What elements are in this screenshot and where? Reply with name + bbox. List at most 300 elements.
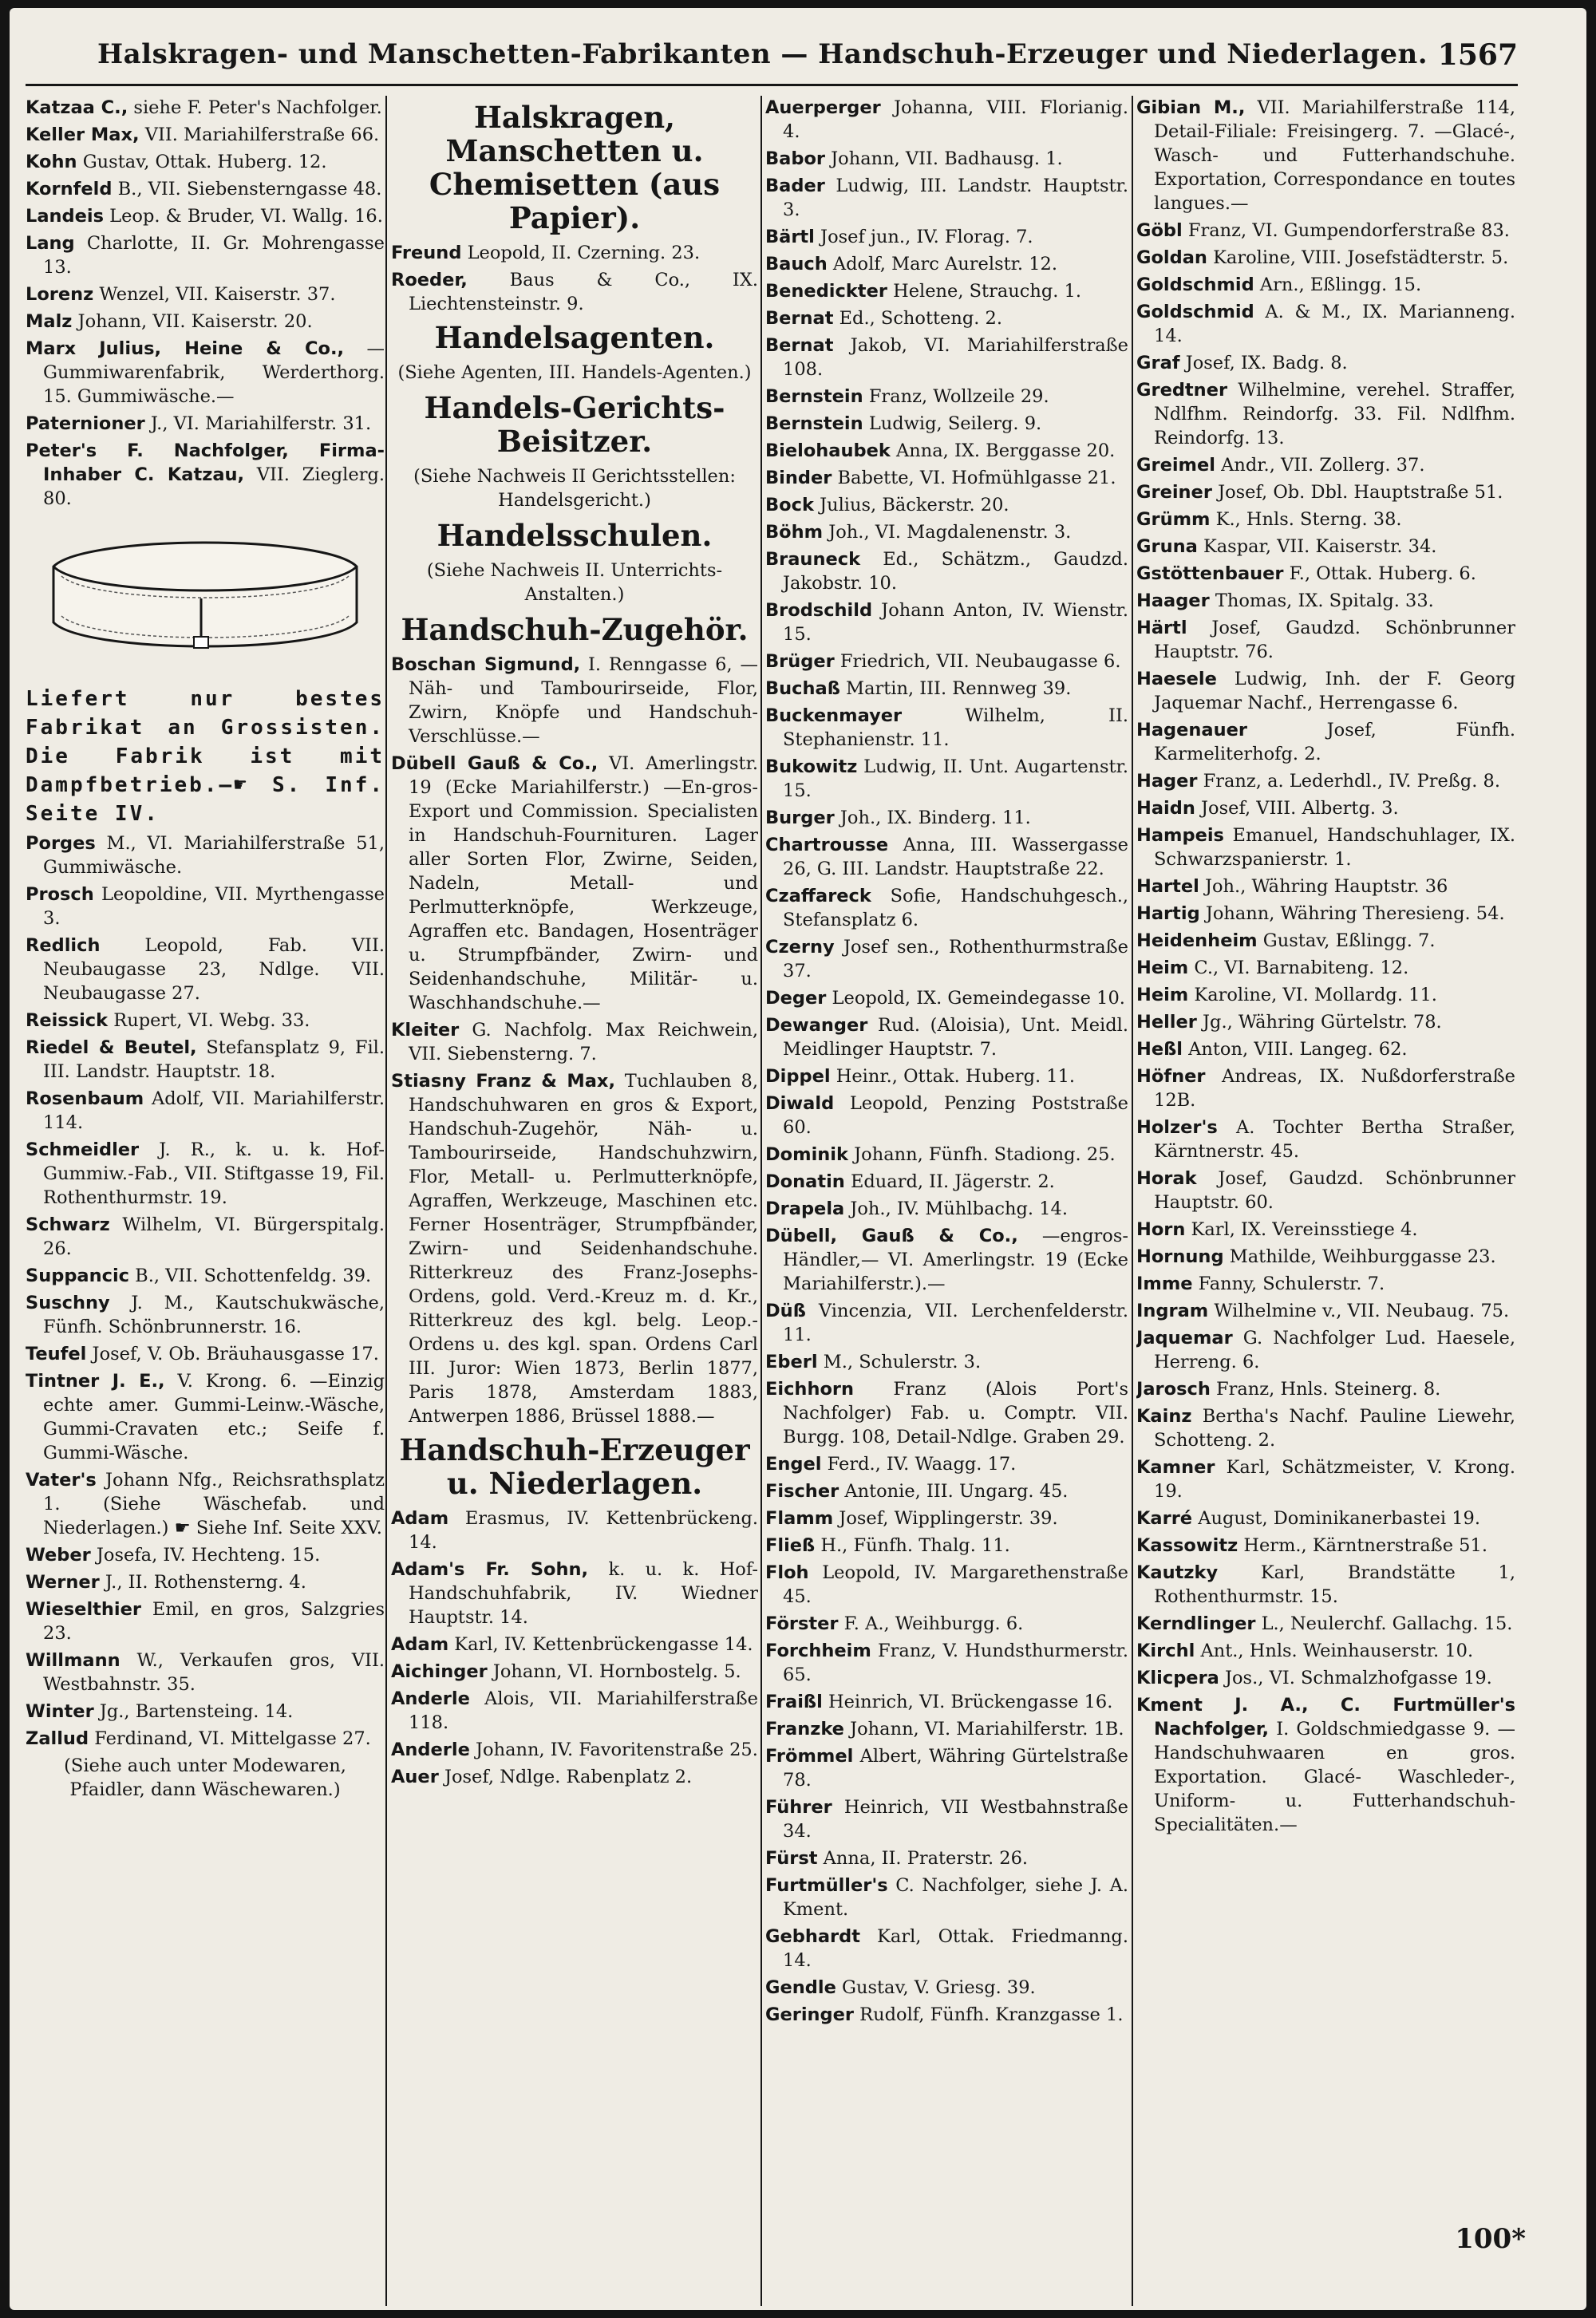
entry-details: VII. Zieglerg. 80. [43,464,385,509]
entry-name: Adam [391,1634,449,1655]
section-heading: Handschuh-Zugehör. [401,612,749,647]
directory-entry [26,412,385,436]
directory-entry [1136,507,1515,531]
entry-details: Josef, Wipplingerstr. 39. [833,1508,1058,1529]
directory-entry [765,677,1128,701]
entry-name: Haidn [1136,798,1195,819]
entry-details: Joh., IV. Mühlbachg. 14. [844,1198,1069,1219]
entry-name: Czaffareck [765,886,871,906]
directory-entry [765,1795,1128,1843]
entry-details: Rud. (Aloisia), Unt. Meidl. Meidlinger Hauptstr. 7. [783,1015,1128,1060]
entry-details: Joh., IX. Binderg. 11. [834,808,1031,828]
entry-name: Bauch [765,254,828,274]
entry-details: VI. Amerlingstr. 19 (Ecke Mariahilferstr.) —En-gros-Export und Commission. Specialisten in Handschuh-Fournituren. Lager aller Sorten Flor, Zwirne, Seiden, Nadeln, Metall- und Perlmutterknöpfe, Werkzeuge, Agraffen etc. Bandagen, Hosenträger u. Strumpfbänder, Zwirn- und Seidenhandschuhe, Militär- u. Waschhandschuhe.— [409,753,758,1013]
header-rule [26,84,1518,86]
entry-details: Karl, IV. Kettenbrückengasse 14. [448,1634,753,1655]
directory-entry [765,1534,1128,1558]
cross-reference-note: (Siehe auch unter Modewaren, Pfaidler, dann Wäschewaren.) [64,1755,346,1800]
directory-entry [765,1224,1128,1296]
column-2 [391,96,758,2218]
column-1 [26,96,385,2218]
entry-name: Dewanger [765,1015,868,1036]
entry-name: Gibian M., [1136,97,1246,118]
directory-entry [765,466,1128,490]
entry-details: Josef, V. Ob. Bräuhausgasse 17. [86,1344,379,1364]
directory-entry [26,1727,385,1751]
entry-name: Kautzky [1136,1562,1219,1583]
directory-entry [765,412,1128,436]
entry-details: Antonie, III. Ungarg. 45. [839,1481,1069,1502]
entry-details: Friedrich, VII. Neubaugasse 6. [834,651,1121,672]
entry-name: Marx Julius, Heine & Co., [26,338,345,359]
entry-name: Fürst [765,1848,818,1869]
directory-entry [391,1633,758,1657]
entry-details: F., Ottak. Huberg. 6. [1283,563,1476,584]
entry-name: Stiasny Franz & Max, [391,1071,615,1092]
entry-name: Benedickter [765,281,887,302]
directory-entry [1136,902,1515,926]
directory-entry [1136,875,1515,898]
entry-details: Emanuel, Handschuhlager, IX. Schwarzspanierstr. 1. [1154,825,1515,870]
directory-entry [765,547,1128,595]
directory-entry [765,174,1128,222]
directory-entry [26,204,385,228]
entry-details: VII. Mariahilferstraße 66. [139,124,380,145]
entry-name: Haesele [1136,669,1217,689]
directory-entry [765,1092,1128,1139]
directory-entry [391,653,758,748]
entry-name: Malz [26,311,73,332]
entry-name: Franzke [765,1719,844,1739]
entry-details: Johann, VI. Hornbostelg. 5. [487,1661,741,1682]
entry-name: Kerndlinger [1136,1613,1256,1634]
directory-entry [1136,1377,1515,1401]
entry-details: Mathilde, Weihburggasse 23. [1223,1246,1496,1267]
entry-name: Förster [765,1613,839,1634]
directory-entry [1136,1116,1515,1163]
section-heading: Handschuh-Erzeuger u. Niederlagen. [399,1432,750,1501]
section-heading: Handelsschulen. [437,518,713,553]
directory-entry [1136,1064,1515,1112]
entry-details: Ludwig, II. Unt. Augartenstr. 15. [783,756,1128,801]
directory-entry [765,1350,1128,1374]
entry-details: Gustav, V. Griesg. 39. [836,1977,1036,1998]
entry-details: Leopoldine, VII. Myrthengasse 3. [43,884,385,929]
entry-details: Rudolf, Fünfh. Kranzgasse 1. [854,2004,1124,2025]
entry-name: Bernstein [765,386,863,407]
entry-details: K., Hnls. Sterng. 38. [1210,509,1402,530]
directory-entry [765,252,1128,276]
entry-name: Gstöttenbauer [1136,563,1284,584]
entry-name: Hartig [1136,903,1200,924]
entry-name: Wieselthier [26,1599,141,1620]
column-divider [760,96,762,2306]
entry-name: Frömmel [765,1746,854,1767]
directory-entry [1136,246,1515,270]
entry-details: Albert, Währing Gürtelstraße 78. [783,1746,1128,1791]
section-heading: Handelsagenten. [434,320,715,355]
directory-entry [765,1717,1128,1741]
entry-details: Emil, en gros, Salzgries 23. [43,1599,385,1644]
entry-name: Bader [765,176,825,196]
entry-name: Geringer [765,2004,855,2025]
entry-details: F. A., Weihburgg. 6. [838,1613,1024,1634]
entry-name: Schwarz [26,1214,110,1235]
directory-entry [1136,1639,1515,1663]
directory-entry [391,1660,758,1684]
entry-details: Wilhelmine v., VII. Neubaug. 75. [1208,1301,1510,1321]
directory-entry [765,1612,1128,1636]
directory-entry [765,306,1128,330]
entry-name: Grümm [1136,509,1211,530]
entry-name: Buchaß [765,678,840,699]
directory-entry [765,884,1128,932]
entry-details: Johann, VI. Mariahilferstr. 1B. [843,1719,1124,1739]
entry-name: Dübell Gauß & Co., [391,753,598,774]
directory-entry [26,883,385,930]
directory-entry [1136,219,1515,243]
entry-name: Greimel [1136,455,1215,476]
entry-name: Furtmüller's [765,1875,888,1896]
entry-details: A. & M., IX. Marianneng. 14. [1154,302,1515,346]
entry-details: Rupert, VI. Webg. 33. [108,1010,310,1031]
directory-entry [1136,929,1515,953]
entry-details: August, Dominikanerbastei 19. [1192,1508,1481,1529]
entry-name: Adam [391,1508,449,1529]
entry-name: Höfner [1136,1066,1206,1087]
directory-entry [765,2003,1128,2027]
entry-details: Leopold, IV. Margarethenstraße 45. [783,1562,1128,1607]
entry-name: Czerny [765,937,835,958]
entry-name: Düß [765,1301,806,1321]
entry-name: Goldschmid [1136,274,1254,295]
directory-entry [26,1570,385,1594]
directory-entry [1136,1299,1515,1323]
entry-details: Vincenzia, VII. Lerchenfelderstr. 11. [783,1301,1128,1345]
entry-name: Adam's Fr. Sohn, [391,1559,589,1580]
collar-illustration-icon [38,519,373,670]
directory-entry [26,1138,385,1210]
directory-entry [765,1507,1128,1530]
directory-entry [1136,1612,1515,1636]
entry-details: Martin, III. Rennweg 39. [839,678,1072,699]
directory-entry [1136,535,1515,559]
directory-entry [765,520,1128,544]
entry-name: Anderle [391,1739,470,1760]
directory-entry [26,831,385,879]
directory-entry [765,755,1128,803]
directory-entry [1136,1561,1515,1609]
entry-details: Jg., Bartensteing. 14. [93,1701,294,1722]
entry-name: Willmann [26,1650,120,1671]
entry-name: Auer [391,1767,439,1787]
entry-name: Heßl [1136,1039,1183,1060]
directory-entry [26,1468,385,1540]
entry-name: Babor [765,148,825,169]
entry-details: VII. Mariahilferstraße 114, Detail-Filiale: Freisingerg. 7. —Glacé-, Wasch- und Futterhandschuhe. Exportation, Correspondance en toutes langues.— [1154,97,1515,214]
entry-details: siehe F. Peter's Nachfolger. [128,97,382,118]
directory-entry [765,986,1128,1010]
directory-entry [26,1087,385,1135]
directory-entry [765,1197,1128,1221]
entry-name: Bock [765,495,814,515]
entry-details: Josef, IX. Badg. 8. [1179,353,1348,373]
entry-name: Goldschmid [1136,302,1254,322]
directory-entry [765,935,1128,983]
column-divider [385,96,387,2306]
directory-entry [765,1143,1128,1167]
entry-name: Rosenbaum [26,1088,144,1109]
column-3 [765,96,1128,2218]
entry-name: Gendle [765,1977,836,1998]
column-4 [1136,96,1515,2218]
entry-details: Gustav, Ottak. Huberg. 12. [77,152,327,172]
directory-entry [765,806,1128,830]
entry-name: Brüger [765,651,835,672]
entry-details: G. Nachfolg. Max Reichwein, VII. Siebensterng. 7. [409,1020,758,1064]
entry-name: Fraißl [765,1692,823,1712]
entry-details: Erasmus, IV. Kettenbrückeng. 14. [409,1508,758,1553]
entry-name: Bernat [765,335,834,356]
directory-entry [391,241,758,265]
cross-reference-note: (Siehe Agenten, III. Handels-Agenten.) [397,362,752,383]
entry-name: Riedel & Beutel, [26,1037,197,1058]
directory-entry [26,310,385,334]
entry-details: Wilhelmine, verehel. Straffer, Ndlfhm. Reindorfg. 33. Fil. Ndlfhm. Reindorfg. 13. [1154,380,1515,448]
directory-entry [765,147,1128,171]
entry-details: k. u. k. Hof-Handschuhfabrik, IV. Wiedner Hauptstr. 14. [409,1559,758,1628]
entry-details: —engros-Händler,— VI. Amerlingstr. 19 (Ecke Mariahilferstr.).— [783,1226,1128,1294]
entry-name: Karré [1136,1508,1193,1529]
entry-details: L., Neulerchf. Gallachg. 15. [1255,1613,1513,1634]
directory-entry [765,704,1128,752]
directory-entry [1136,718,1515,766]
entry-details: Anna, IX. Berggasse 20. [890,440,1116,461]
entry-details: W., Verkaufen gros, VII. Westbahnstr. 35. [43,1650,385,1695]
advertisement-text: Liefert nur bestes Fabrikat an Grossisten. Die Fabrik ist mit Dampfbetrieb.—☛ S. Inf. Seite IV. [26,687,385,826]
entry-name: Roeder, [391,270,468,290]
entry-name: Forchheim [765,1641,871,1661]
directory-entry [1136,616,1515,664]
entry-details: Josef, Gaudzd. Schönbrunner Hauptstr. 60. [1154,1168,1515,1213]
directory-entry [765,279,1128,303]
entry-name: Hagenauer [1136,720,1247,740]
entry-name: Lang [26,233,75,254]
entry-name: Bukowitz [765,756,858,777]
entry-details: Charlotte, II. Gr. Mohrengasse 13. [43,233,385,278]
entry-details: Johann, IV. Favoritenstraße 25. [469,1739,758,1760]
entry-name: Aichinger [391,1661,488,1682]
entry-name: Eberl [765,1352,818,1372]
entry-name: Suschny [26,1293,110,1313]
entry-name: Donatin [765,1171,845,1192]
entry-details: B., VII. Schottenfeldg. 39. [129,1266,372,1286]
entry-name: Fließ [765,1535,816,1556]
entry-details: Tuchlauben 8, Handschuhwaren en gros & Export, Handschuh-Zugehör, Näh- u. Tambourirseide, Handschuhzwirn, Flor, Metall- u. Perlmutterknöpfe, Agraffen, Werkzeuge, Maschinen etc. Ferner Hosenträger, Strumpfbänder, Zwirn- und Seidenhandschuhe. Ritterkreuz des Franz-Josephs-Ordens, gold. Verd.-Kreuz m. d. Kr., Ritterkreuz des kgl. belg. Leop.-Ordens u. des kgl. span. Ordens Carl III. Juror: Wien 1873, Berlin 1877, Paris 1878, Amsterdam 1883, Antwerpen 1886, Brüssel 1888.— [409,1071,758,1427]
entry-name: Bärtl [765,227,815,247]
entry-details: Ed., Schätzm., Gaudzd. Jakobstr. 10. [783,549,1128,594]
entry-name: Fischer [765,1481,839,1502]
entry-details: Fanny, Schulerstr. 7. [1192,1274,1385,1294]
entry-details: Josef, Gaudzd. Schönbrunner Hauptstr. 76. [1154,618,1515,662]
directory-entry [1136,796,1515,820]
entry-details: Karl, Schätzmeister, V. Krong. 19. [1154,1457,1515,1502]
directory-entry [391,1687,758,1735]
directory-entry [1136,480,1515,504]
directory-entry [26,1649,385,1696]
entry-name: Porges [26,833,96,854]
entry-details: Kaspar, VII. Kaiserstr. 34. [1197,536,1437,557]
entry-details: Jos., VI. Schmalzhofgasse 19. [1219,1668,1492,1688]
entry-name: Schmeidler [26,1139,140,1160]
entry-details: Wilhelm, II. Stephanienstr. 11. [783,705,1128,750]
directory-entry [1136,453,1515,477]
entry-details: Ludwig, III. Landstr. Hauptstr. 3. [783,176,1128,220]
entry-details: Ludwig, Inh. der F. Georg Jaquemar Nachf., Herrengasse 6. [1154,669,1515,713]
entry-name: Engel [765,1454,822,1475]
entry-name: Kornfeld [26,179,113,199]
entry-details: Johann, VII. Kaiserstr. 20. [72,311,313,332]
directory-entry [391,1765,758,1789]
entry-name: Kohn [26,152,77,172]
entry-details: Karl, Brandstätte 1, Rothenthurmstr. 15. [1154,1562,1515,1607]
entry-name: Holzer's [1136,1117,1218,1138]
directory-entry [765,439,1128,463]
entry-details: Jakob, VI. Mariahilferstraße 108. [783,335,1128,380]
entry-name: Gredtner [1136,380,1228,401]
entry-details: Josef, Ndlge. Rabenplatz 2. [438,1767,693,1787]
entry-details: Josef, Ob. Dbl. Hauptstraße 51. [1211,482,1503,503]
directory-entry [765,493,1128,517]
entry-name: Jaquemar [1136,1328,1233,1349]
directory-entry [1136,273,1515,297]
entry-name: Lorenz [26,284,94,305]
entry-details: Leopold, Fab. VII. Neubaugasse 23, Ndlge. VII. Neubaugasse 27. [43,935,385,1004]
entry-name: Dippel [765,1066,831,1087]
entry-details: I. Renngasse 6, —Näh- und Tambourirseide, Flor, Zwirn, Knöpfe und Handschuh-Verschlüsse.— [409,654,758,747]
entry-details: Joh., VI. Magdalenenstr. 3. [823,522,1072,543]
entry-name: Peter's F. Nachfolger, Firma-Inhaber C. Katzau, [26,440,385,485]
entry-name: Horak [1136,1168,1197,1189]
directory-entry [765,1299,1128,1347]
directory-entry [26,1700,385,1724]
entry-details: Anna, III. Wassergasse 26, G. III. Landstr. Hauptstraße 22. [783,835,1128,879]
entry-name: Brodschild [765,600,873,621]
entry-name: Greiner [1136,482,1212,503]
directory-entry [1136,1507,1515,1530]
directory-entry [1136,562,1515,586]
entry-name: Auerperger [765,97,881,118]
directory-entry [1136,1666,1515,1690]
directory-entry [765,1744,1128,1792]
entry-name: Flamm [765,1508,834,1529]
directory-entry [765,1064,1128,1088]
directory-entry [26,439,385,511]
entry-details: Franz (Alois Port's Nachfolger) Fab. u. Comptr. VII. Burgg. 108, Detail-Ndlge. Graben 29. [783,1379,1128,1447]
entry-name: Anderle [391,1688,470,1709]
entry-details: Ferd., IV. Waagg. 17. [821,1454,1017,1475]
entry-details: Ferdinand, VI. Mittelgasse 27. [89,1728,371,1749]
directory-entry [26,1291,385,1339]
entry-details: Ant., Hnls. Weinhauserstr. 10. [1195,1641,1474,1661]
directory-entry [1136,823,1515,871]
page-number: 1567 [1437,38,1518,72]
cross-reference-note: (Siehe Nachweis II Gerichtsstellen: Handelsgericht.) [413,466,736,511]
entry-name: Haager [1136,590,1210,611]
entry-name: Suppancic [26,1266,130,1286]
entry-details: Heinrich, VII Westbahnstraße 34. [783,1797,1128,1842]
directory-entry [765,1013,1128,1061]
directory-page [10,8,1586,2310]
entry-name: Böhm [765,522,824,543]
directory-entry [765,96,1128,144]
directory-entry [26,1369,385,1465]
entry-details: Anton, VIII. Langeg. 62. [1183,1039,1408,1060]
directory-entry [765,598,1128,646]
entry-name: Binder [765,468,832,488]
entry-details: V. Krong. 6. —Einzig echte amer. Gummi-Leinw.-Wäsche, Gummi-Cravaten etc.; Seife f. Gummi-Wäsche. [43,1371,385,1463]
entry-name: Brauneck [765,549,861,570]
entry-name: Heller [1136,1012,1197,1033]
entry-details: Ludwig, Seilerg. 9. [863,413,1042,434]
directory-entry [26,282,385,306]
entry-name: Eichhorn [765,1379,855,1400]
directory-entry [1136,1218,1515,1242]
entry-details: Leopold, II. Czerning. 23. [461,243,701,263]
entry-name: Goldan [1136,247,1207,268]
directory-entry [765,1976,1128,2000]
entry-details: Josef jun., IV. Florag. 7. [814,227,1033,247]
entry-details: Jg., Währing Gürtelstr. 78. [1196,1012,1442,1033]
entry-details: C., VI. Barnabiteng. 12. [1188,958,1409,978]
entry-name: Deger [765,988,827,1009]
entry-name: Hornung [1136,1246,1224,1267]
entry-details: Thomas, IX. Spitalg. 33. [1209,590,1434,611]
entry-details: J., II. Rothensterng. 4. [99,1572,306,1593]
entry-details: Karoline, VI. Mollardg. 11. [1188,985,1437,1005]
directory-entry [391,1558,758,1629]
directory-entry [26,337,385,409]
entry-details: Leop. & Bruder, VI. Wallg. 16. [104,206,383,227]
directory-entry [26,123,385,147]
section-heading: Halskragen, Manschetten u. Chemisetten (aus Papier). [429,100,721,235]
entry-name: Heim [1136,958,1189,978]
entry-name: Heim [1136,985,1189,1005]
signature-mark: 100* [1455,2223,1526,2255]
directory-entry [765,1479,1128,1503]
directory-entry [391,752,758,1015]
directory-entry [765,1639,1128,1687]
entry-details: A. Tochter Bertha Straßer, Kärntnerstr. 45. [1154,1117,1515,1162]
entry-name: Dübell, Gauß & Co., [765,1226,1018,1246]
column-divider [1132,96,1133,2306]
entry-details: Babette, VI. Hofmühlgasse 21. [832,468,1116,488]
directory-entry [1136,96,1515,215]
entry-name: Kassowitz [1136,1535,1238,1556]
entry-name: Hager [1136,771,1198,792]
directory-entry [1136,983,1515,1007]
directory-entry [26,1597,385,1645]
entry-details: Josef sen., Rothenthurmstraße 37. [783,937,1128,981]
entry-name: Diwald [765,1093,835,1114]
entry-details: Franz, a. Lederhdl., IV. Preßg. 8. [1197,771,1500,792]
entry-details: Leopold, Penzing Poststraße 60. [783,1093,1128,1138]
directory-entry [765,1377,1128,1449]
entry-details: Johann, Währing Theresieng. 54. [1199,903,1505,924]
entry-name: Gebhardt [765,1926,860,1947]
entry-details: Sofie, Handschuhgesch., Stefansplatz 6. [783,886,1128,930]
entry-details: M., VI. Mariahilferstraße 51, Gummiwäsche. [43,833,385,878]
